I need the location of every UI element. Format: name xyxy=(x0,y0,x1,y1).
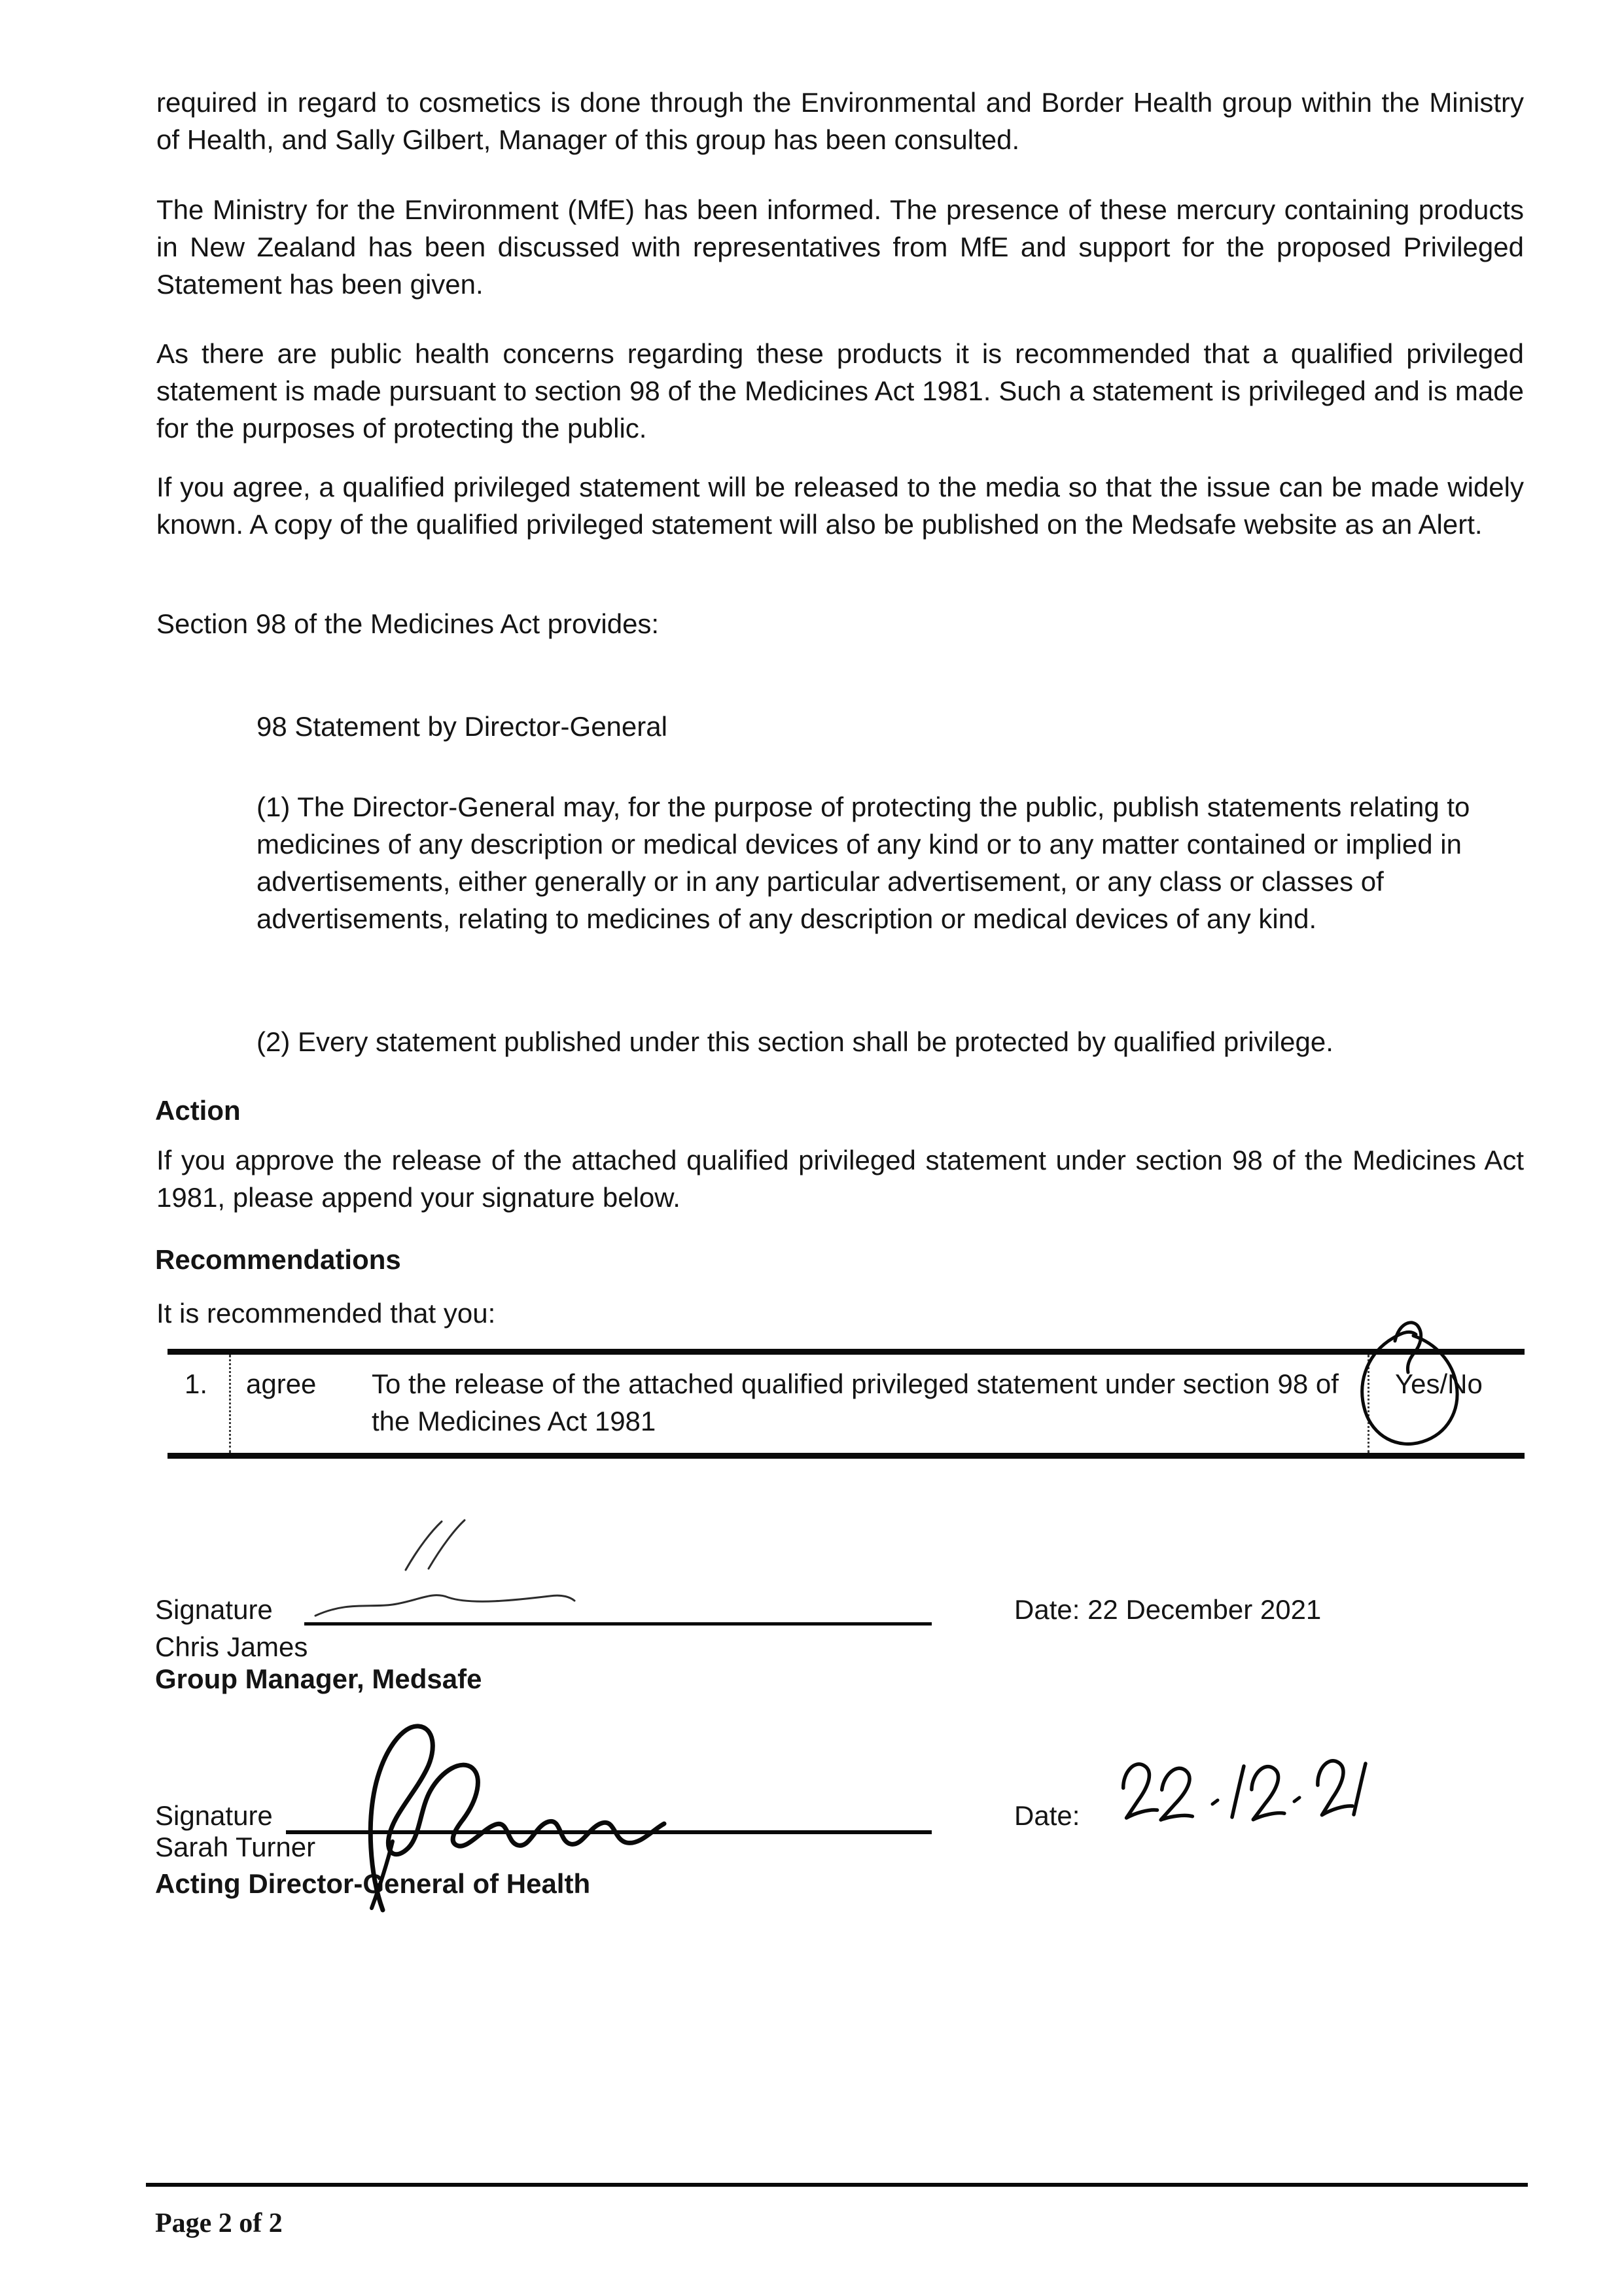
date-label-1: Date: xyxy=(1014,1594,1080,1625)
signatory-name-1: Chris James xyxy=(155,1631,308,1662)
date-line-1 xyxy=(1014,1591,1321,1628)
signature-label-1: Signature xyxy=(155,1594,273,1625)
action-body: If you approve the release of the attached qualified privileged statement under section 98 of the Medicines Act 1981, please append your signature below. xyxy=(156,1145,1524,1213)
table-row-decision-options: Yes/No xyxy=(1395,1368,1483,1399)
signatory-title-1: Group Manager, Medsafe xyxy=(155,1663,482,1694)
action-heading: Action xyxy=(155,1095,241,1126)
recommendation-table xyxy=(168,1349,1525,1459)
signature-stroke-chris-james xyxy=(308,1518,582,1622)
paragraph-mfe-informed: The Ministry for the Environment (MfE) has been informed. The presence of these mercury containing products in New Zealand has been discussed with representatives from MfE and support for the proposed Privileged Statement has been given. xyxy=(156,194,1524,300)
recommendations-heading: Recommendations xyxy=(155,1244,401,1275)
date-label-2: Date: xyxy=(1014,1800,1080,1831)
handwritten-date xyxy=(1109,1753,1371,1838)
recommendations-intro: It is recommended that you: xyxy=(156,1298,496,1329)
table-row-number: 1. xyxy=(185,1368,208,1399)
footer-rule xyxy=(146,2183,1528,2187)
table-column-divider-left xyxy=(229,1355,231,1453)
paragraph-cosmetics: required in regard to cosmetics is done through the Environmental and Border Health group within the Ministry of Health, and Sally Gilbert, Manager of this group has been consulted. xyxy=(156,87,1524,155)
date-value-1: 22 December 2021 xyxy=(1087,1594,1322,1625)
footer-page-number: Page 2 of 2 xyxy=(155,2208,283,2238)
signatory-name-2: Sarah Turner xyxy=(155,1832,316,1862)
section-98-intro: Section 98 of the Medicines Act provides: xyxy=(156,608,660,639)
signature-stroke-sarah-turner xyxy=(327,1717,838,1913)
signatory-title-2: Acting Director-General of Health xyxy=(155,1868,591,1899)
paragraph-public-health-concerns: As there are public health concerns regarding these products it is recommended that a qualified privileged statement is made pursuant to section 98 of the Medicines Act 1981. Such a statement is privileged and is made for the purposes of protecting the public. xyxy=(156,338,1524,444)
yes-circled-annotation xyxy=(1348,1316,1472,1453)
quote-clause-1: (1) The Director-General may, for the purpose of protecting the public, publish statements relating to medicines of any description or medical devices of any kind or to any matter contained or implied in advertisements, either generally or in any particular advertisement, or any class or classes of advertisements, relating to medicines of any description or medical devices of any kind. xyxy=(256,791,1470,934)
table-row-description: To the release of the attached qualified privileged statement under section 98 of the Medicines Act 1981 xyxy=(372,1368,1339,1436)
signature-line-1 xyxy=(304,1622,932,1626)
quote-clause-2: (2) Every statement published under this section shall be protected by qualified privilege. xyxy=(256,1026,1333,1057)
paragraph-if-you-agree: If you agree, a qualified privileged statement will be released to the media so that the issue can be made widely known. A copy of the qualified privileged statement will also be published on the Medsafe website as an Alert. xyxy=(156,472,1524,540)
table-row-verb: agree xyxy=(246,1368,317,1399)
quote-heading: 98 Statement by Director-General xyxy=(256,711,667,742)
signature-label-2: Signature xyxy=(155,1800,273,1831)
